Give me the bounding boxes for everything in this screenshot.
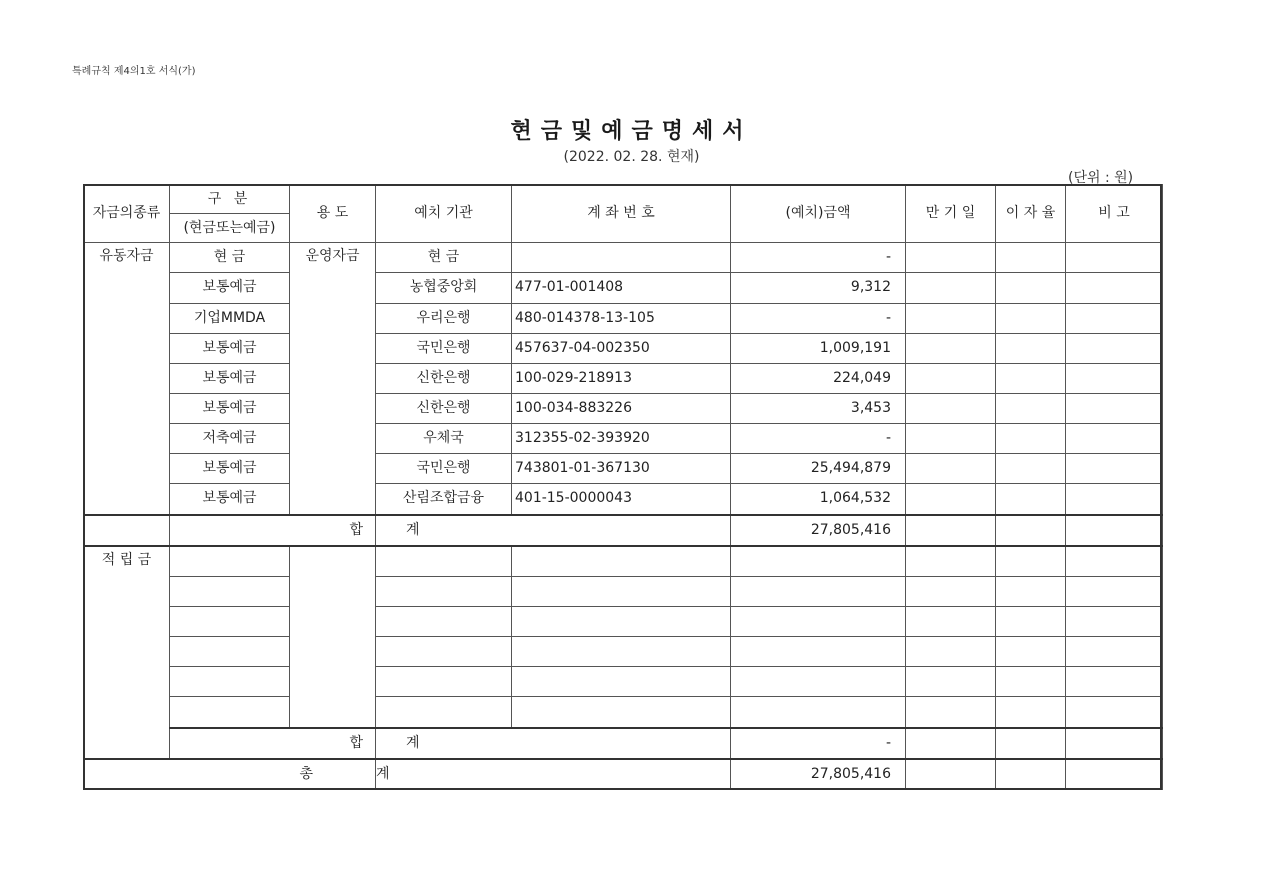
header-institution: 예치 기관 xyxy=(376,185,512,243)
liquid-total-label-b: 계 xyxy=(376,515,731,546)
category-cell xyxy=(170,637,290,667)
amount-cell xyxy=(731,546,906,577)
maturity-cell xyxy=(906,363,996,393)
interest-cell xyxy=(996,576,1066,606)
remarks-cell xyxy=(1066,637,1163,667)
maturity-cell xyxy=(906,273,996,303)
category-cell xyxy=(170,546,290,577)
reserve-usage-cell xyxy=(290,546,376,728)
interest-cell xyxy=(996,759,1066,790)
category-cell: 보통예금 xyxy=(170,484,290,515)
category-cell xyxy=(170,606,290,636)
amount-cell: 224,049 xyxy=(731,363,906,393)
table-row xyxy=(84,667,1163,697)
category-cell: 보통예금 xyxy=(170,393,290,423)
remarks-cell xyxy=(1066,546,1163,577)
reserve-total-row xyxy=(84,728,1163,759)
account-cell xyxy=(512,606,731,636)
account-cell: 477-01-001408 xyxy=(512,273,731,303)
reserve-total-label-a: 합 xyxy=(170,728,376,759)
reserve-group-label: 적 립 금 xyxy=(84,546,170,759)
interest-cell xyxy=(996,546,1066,577)
amount-cell xyxy=(731,697,906,728)
interest-cell xyxy=(996,667,1066,697)
maturity-cell xyxy=(906,759,996,790)
table-row xyxy=(84,606,1163,636)
remarks-cell xyxy=(1066,759,1163,790)
amount-cell: - xyxy=(731,243,906,273)
maturity-cell xyxy=(906,515,996,546)
category-cell xyxy=(170,667,290,697)
maturity-cell xyxy=(906,667,996,697)
account-cell: 100-029-218913 xyxy=(512,363,731,393)
maturity-cell xyxy=(906,303,996,333)
account-cell xyxy=(512,576,731,606)
category-cell: 보통예금 xyxy=(170,273,290,303)
interest-cell xyxy=(996,728,1066,759)
amount-cell: - xyxy=(731,303,906,333)
table-row xyxy=(84,393,1163,423)
interest-cell xyxy=(996,424,1066,454)
table-row xyxy=(84,637,1163,667)
maturity-cell xyxy=(906,728,996,759)
remarks-cell xyxy=(1066,303,1163,333)
institution-cell xyxy=(376,637,512,667)
amount-cell: 1,064,532 xyxy=(731,484,906,515)
table-row xyxy=(84,484,1163,515)
institution-cell xyxy=(376,697,512,728)
amount-cell: - xyxy=(731,424,906,454)
interest-cell xyxy=(996,637,1066,667)
header-amount: (예치)금액 xyxy=(731,185,906,243)
remarks-cell xyxy=(1066,454,1163,484)
header-row xyxy=(84,185,1163,214)
table-row xyxy=(84,697,1163,728)
account-cell: 743801-01-367130 xyxy=(512,454,731,484)
remarks-cell xyxy=(1066,243,1163,273)
account-cell: 312355-02-393920 xyxy=(512,424,731,454)
institution-cell: 현 금 xyxy=(376,243,512,273)
account-cell xyxy=(512,637,731,667)
liquid-total-row xyxy=(84,515,1163,546)
account-cell xyxy=(512,667,731,697)
header-category: 구 분 xyxy=(170,185,290,214)
interest-cell xyxy=(996,333,1066,363)
institution-cell: 신한은행 xyxy=(376,393,512,423)
remarks-cell xyxy=(1066,393,1163,423)
interest-cell xyxy=(996,484,1066,515)
table-row xyxy=(84,333,1163,363)
account-cell xyxy=(512,697,731,728)
amount-cell xyxy=(731,637,906,667)
unit-label: (단위 : 원) xyxy=(1068,170,1134,186)
table-row xyxy=(84,273,1163,303)
maturity-cell xyxy=(906,454,996,484)
as-of-date: (2022. 02. 28. 현재) xyxy=(563,149,700,165)
maturity-cell xyxy=(906,243,996,273)
table-row xyxy=(84,424,1163,454)
account-cell xyxy=(512,546,731,577)
maturity-cell xyxy=(906,393,996,423)
remarks-cell xyxy=(1066,667,1163,697)
institution-cell xyxy=(376,667,512,697)
category-cell: 보통예금 xyxy=(170,363,290,393)
category-cell: 현 금 xyxy=(170,243,290,273)
maturity-cell xyxy=(906,424,996,454)
document-title: 현금및예금명세서 xyxy=(510,119,753,144)
interest-cell xyxy=(996,303,1066,333)
remarks-cell xyxy=(1066,333,1163,363)
maturity-cell xyxy=(906,333,996,363)
interest-cell xyxy=(996,363,1066,393)
interest-cell xyxy=(996,697,1066,728)
institution-cell: 산림조합금융 xyxy=(376,484,512,515)
maturity-cell xyxy=(906,637,996,667)
grand-total-label-b: 계 xyxy=(376,759,731,790)
institution-cell xyxy=(376,576,512,606)
empty-cell xyxy=(84,515,170,546)
account-cell: 401-15-0000043 xyxy=(512,484,731,515)
maturity-cell xyxy=(906,697,996,728)
table-row xyxy=(84,363,1163,393)
header-fund-type: 자금의종류 xyxy=(84,185,170,243)
institution-cell: 우체국 xyxy=(376,424,512,454)
amount-cell: 3,453 xyxy=(731,393,906,423)
institution-cell: 우리은행 xyxy=(376,303,512,333)
interest-cell xyxy=(996,454,1066,484)
table-row xyxy=(84,454,1163,484)
category-cell: 저축예금 xyxy=(170,424,290,454)
category-cell xyxy=(170,697,290,728)
amount-cell: 25,494,879 xyxy=(731,454,906,484)
institution-cell: 농협중앙회 xyxy=(376,273,512,303)
remarks-cell xyxy=(1066,697,1163,728)
institution-cell xyxy=(376,606,512,636)
institution-cell: 국민은행 xyxy=(376,333,512,363)
table-row xyxy=(84,546,1163,577)
institution-cell xyxy=(376,546,512,577)
maturity-cell xyxy=(906,484,996,515)
table-row xyxy=(84,303,1163,333)
category-cell: 보통예금 xyxy=(170,454,290,484)
header-remarks: 비 고 xyxy=(1066,185,1163,243)
amount-cell: 1,009,191 xyxy=(731,333,906,363)
remarks-cell xyxy=(1066,576,1163,606)
amount-cell: 9,312 xyxy=(731,273,906,303)
reserve-total-amount: - xyxy=(731,728,906,759)
account-cell xyxy=(512,243,731,273)
grand-total-row xyxy=(84,759,1163,790)
interest-cell xyxy=(996,515,1066,546)
header-category-sub: (현금또는예금) xyxy=(170,214,290,243)
maturity-cell xyxy=(906,546,996,577)
liquid-usage-label: 운영자금 xyxy=(290,243,376,515)
maturity-cell xyxy=(906,606,996,636)
maturity-cell xyxy=(906,576,996,606)
amount-cell xyxy=(731,576,906,606)
category-cell: 기업MMDA xyxy=(170,303,290,333)
header-usage: 용 도 xyxy=(290,185,376,243)
remarks-cell xyxy=(1066,728,1163,759)
remarks-cell xyxy=(1066,606,1163,636)
institution-cell: 신한은행 xyxy=(376,363,512,393)
header-account: 계 좌 번 호 xyxy=(512,185,731,243)
liquid-total-amount: 27,805,416 xyxy=(731,515,906,546)
remarks-cell xyxy=(1066,484,1163,515)
category-cell: 보통예금 xyxy=(170,333,290,363)
liquid-total-label-a: 합 xyxy=(170,515,376,546)
amount-cell xyxy=(731,667,906,697)
interest-cell xyxy=(996,393,1066,423)
remarks-cell xyxy=(1066,424,1163,454)
header-interest: 이 자 율 xyxy=(996,185,1066,243)
account-cell: 100-034-883226 xyxy=(512,393,731,423)
cash-deposit-table xyxy=(83,184,1162,790)
account-cell: 457637-04-002350 xyxy=(512,333,731,363)
table-row xyxy=(84,576,1163,606)
category-cell xyxy=(170,576,290,606)
interest-cell xyxy=(996,243,1066,273)
header-maturity: 만 기 일 xyxy=(906,185,996,243)
remarks-cell xyxy=(1066,515,1163,546)
remarks-cell xyxy=(1066,363,1163,393)
account-cell: 480-014378-13-105 xyxy=(512,303,731,333)
grand-total-amount: 27,805,416 xyxy=(731,759,906,790)
liquid-group-label: 유동자금 xyxy=(84,243,170,515)
interest-cell xyxy=(996,273,1066,303)
interest-cell xyxy=(996,606,1066,636)
table-row xyxy=(84,243,1163,273)
grand-total-label-a: 총 xyxy=(84,759,376,790)
remarks-cell xyxy=(1066,273,1163,303)
institution-cell: 국민은행 xyxy=(376,454,512,484)
reserve-total-label-b: 계 xyxy=(376,728,731,759)
form-number-label: 특례규칙 제4의1호 서식(가) xyxy=(72,66,196,77)
amount-cell xyxy=(731,606,906,636)
